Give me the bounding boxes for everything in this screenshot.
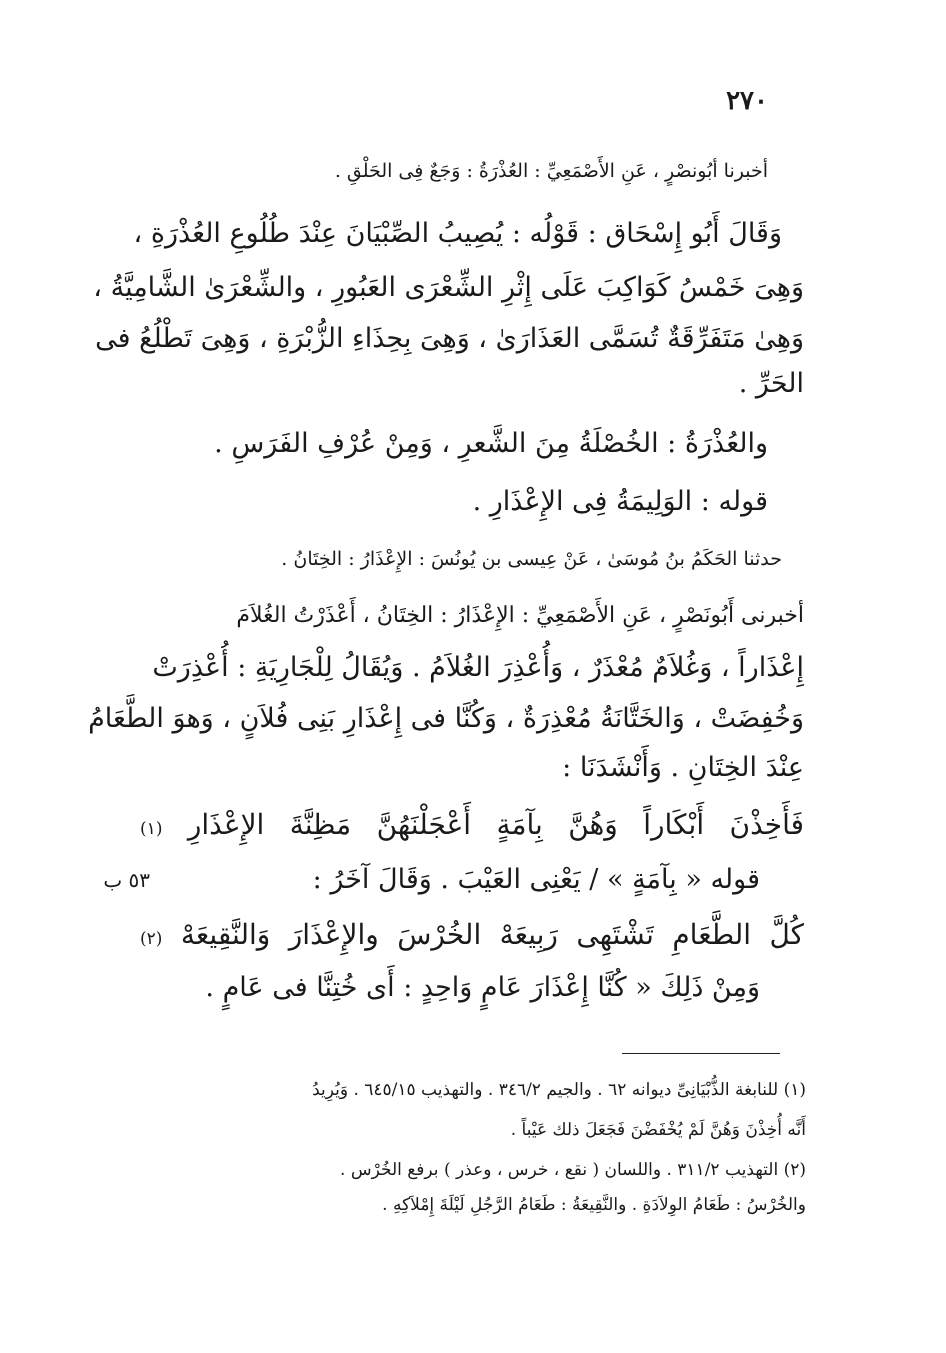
- paragraph-5-line-1: حدثنا الحَكَمُ بنُ مُوسَىٰ ، عَنْ عِيسى بن يُونُسَ : الإِعْذَارُ : الخِتَانُ .: [281, 548, 782, 570]
- verse-2-word: الخُرْسَ: [397, 918, 482, 951]
- footnote-separator: [622, 1053, 780, 1054]
- paragraph-8-line-1: وَمِنْ ذَلِكَ « كُنَّا إِعْذَارَ عَامٍ وَاحِدٍ : أَى خُتِنَّا فى عَامٍ .: [205, 972, 760, 1003]
- verse-2-word: تَشْتَهِى: [576, 918, 654, 951]
- paragraph-7-line-1: قوله « بِآمَةٍ » / يَعْنِى العَيْبَ . وَقَالَ آخَرُ :: [312, 864, 760, 895]
- paragraph-2-line-4: الحَرِّ .: [738, 368, 804, 399]
- verse-1-word: الإِعْذَارِ: [187, 808, 265, 841]
- footnote-2-line-2: والخُرْسُ : طَعَامُ الوِلاَدَةِ . والنَّقِيعَةُ : طَعَامُ الرَّجُلِ لَيْلَةَ إِمْلاَكِهِ .: [382, 1195, 806, 1215]
- verse-1-word: مَظِنَّةَ: [289, 808, 352, 841]
- paragraph-2-line-3: وَهِىٰ مَتَفَرِّقَةٌ تُسَمَّى العَذَارَىٰ ، وَهِىَ بِحِذَاءِ الزُّبْرَةِ ، وَهِىَ تَطْلُعُ فى: [95, 323, 804, 354]
- paragraph-2-line-2: وَهِىَ خَمْسُ كَوَاكِبَ عَلَى إِثْرِ الشِّعْرَى العَبُورِ ، والشِّعْرَىٰ الشَّامِيَّةُ ،: [93, 272, 804, 303]
- verse-2: [140, 918, 804, 951]
- verse-1-word: أَعْجَلْنَهُنَّ: [376, 808, 472, 841]
- verse-2-word: رَبِيعَهْ: [499, 918, 558, 951]
- footnote-2-line-1: (٢) التهذيب ٣١١/٢ . واللسان ( نقع ، خرس ، وعذر ) برفع الخُرْس .: [340, 1160, 806, 1180]
- paragraph-6-line-1: أخبرنى أَبُونَصْرٍ ، عَنِ الأَصْمَعِيِّ : الإِعْذَارُ : الخِتَانُ ، أَعْذَرْتُ الغُلاَمَ: [236, 603, 804, 628]
- verse-1-word: أَبْكَاراً: [643, 808, 705, 841]
- verse-2-word: وَالنَّقِيعَهْ: [180, 918, 271, 951]
- verse-2-footnote-ref: (٢): [140, 929, 163, 949]
- page-number: ٢٧٠: [726, 86, 768, 116]
- verse-2-word: والإِعْذَارَ: [288, 918, 379, 951]
- paragraph-3-line-1: والعُذْرَةُ : الخُصْلَةُ مِنَ الشَّعرِ ، وَمِنْ عُرْفِ الفَرَسِ .: [214, 428, 768, 459]
- verse-1-word: فَأَخِذْنَ: [729, 808, 804, 841]
- verse-1-footnote-ref: (١): [140, 819, 163, 839]
- verse-1-word: وَهُنَّ: [568, 808, 618, 841]
- verse-1-word: بِآمَةٍ: [496, 808, 543, 841]
- paragraph-2-line-1: وَقَالَ أَبُو إِسْحَاق : قَوْلُه : يُصِيبُ الصِّبْيَانَ عِنْدَ طُلُوعِ العُذْرَةِ ،: [133, 218, 782, 249]
- paragraph-4-line-1: قوله : الوَلِيمَةُ فِى الإِعْذَارِ .: [472, 486, 768, 517]
- footnote-1-line-2: أَنَّه أُخِذْنَ وَهُنَّ لَمْ يُخْفَضْنَ فَجَعَلَ ذلك عَيْباً .: [510, 1120, 806, 1140]
- footnote-1-line-1: (١) للنابغة الذُّبْيَانِىِّ ديوانه ٦٢ . والجيم ٣٤٦/٢ . والتهذيب ٦٤٥/١٥ . وَيُرِيدُ: [312, 1080, 806, 1100]
- verse-1: [140, 808, 804, 841]
- paragraph-6-line-2: إِعْذَاراً ، وَغُلاَمٌ مُعْذَرٌ ، وَأُعْذِرَ الغُلاَمُ . وَيُقَالُ لِلْجَارِيَةِ : أُعْذِرَتْ: [152, 652, 804, 683]
- verse-2-word: الطَّعَامِ: [672, 918, 751, 951]
- paragraph-6-line-3: وَخُفِضَتْ ، وَالخَتَّانَةُ مُعْذِرَةٌ ، وَكُنَّا فى إِعْذَارِ بَنِى فُلاَنٍ ، وَهوَ الطَّعَامُ: [88, 703, 804, 734]
- paragraph-6-line-4: عِنْدَ الخِتَانِ . وَأَنْشَدَنَا :: [562, 752, 804, 783]
- margin-folio-note: ٥٣ ب: [103, 868, 150, 892]
- verse-2-word: كُلَّ: [769, 918, 804, 951]
- paragraph-1-line-1: أخبرنا أبُونصْرٍ ، عَنِ الأَصْمَعِيِّ : العُذْرَةُ : وَجَعٌ فِى الحَلْقِ .: [334, 160, 768, 182]
